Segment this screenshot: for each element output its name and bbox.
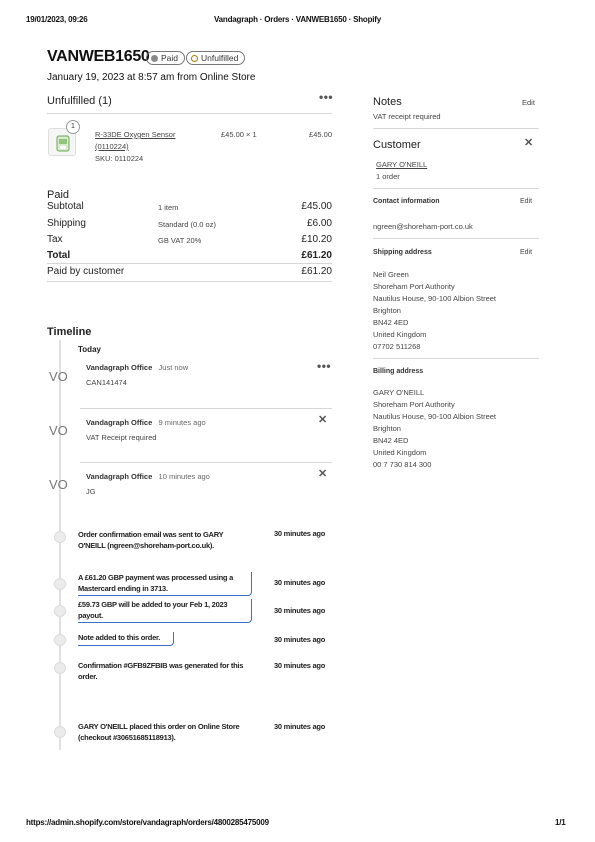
divider [47, 281, 332, 282]
quantity-badge: 1 [66, 120, 80, 134]
comment-text: VAT Receipt required [86, 433, 157, 442]
close-icon[interactable]: ✕ [318, 468, 328, 480]
customer-orders: 1 order [376, 172, 400, 181]
timeline-dot [54, 605, 66, 617]
notes-text: VAT receipt required [373, 112, 441, 121]
paid-by-customer-label: Paid by customer [47, 266, 125, 277]
event-time: 30 minutes ago [274, 529, 326, 538]
comment-author: Vandagraph Office 9 minutes ago [86, 418, 206, 427]
subtotal-detail: 1 item [158, 203, 179, 212]
order-subtitle: January 19, 2023 at 8:57 am from Online Store [47, 72, 256, 83]
divider [80, 462, 332, 463]
divider [373, 238, 539, 239]
comment-text: CAN141474 [86, 378, 127, 387]
total-value: £61.20 [301, 250, 332, 261]
print-footer-url: https://admin.shopify.com/store/vandagraph/orders/4800285475009 [26, 818, 269, 827]
billing-address: GARY O'NEILL Shoreham Port Authority Nautilus House, 90-100 Albion Street Brighton BN42 4ED United Kingdom 00 7 730 814 300 [373, 388, 496, 469]
shipping-address: Neil Green Shoreham Port Authority Nautilus House, 90-100 Albion Street Brighton BN42 4ED United Kingdom 07702 511268 [373, 270, 496, 351]
product-sku: SKU: 0110224 [95, 154, 144, 163]
shipping-address-title: Shipping address [373, 249, 432, 256]
product-name-link[interactable]: R-33DE Oxygen Sensor [95, 130, 176, 139]
event-time: 30 minutes ago [274, 606, 326, 615]
event-time: 30 minutes ago [274, 661, 326, 670]
event-time: 30 minutes ago [274, 722, 326, 731]
print-page-count: 1/1 [555, 818, 566, 827]
divider [373, 128, 539, 129]
print-datetime: 19/01/2023, 09:26 [26, 15, 88, 24]
shipping-detail: Standard (0.0 oz) [158, 220, 216, 229]
paid-status-icon [151, 55, 158, 62]
avatar: VO [49, 477, 68, 492]
timeline-dot [54, 726, 66, 738]
comment-text: JG [86, 487, 96, 496]
tax-label: Tax [47, 234, 63, 245]
customer-title: Customer [373, 139, 421, 151]
unfulfilled-title: Unfulfilled (1) [47, 95, 112, 107]
timeline-today: Today [78, 345, 101, 354]
product-unit-price: £45.00 × 1 [221, 130, 257, 139]
event-time: 30 minutes ago [274, 578, 326, 587]
timeline-event-expandable[interactable]: A £61.20 GBP payment was processed using a Mastercard ending in 3713. [78, 572, 252, 596]
more-horizontal-icon[interactable]: ••• [319, 90, 334, 104]
customer-name-link[interactable]: GARY O'NEILL [376, 160, 428, 169]
notes-edit-link[interactable]: Edit [522, 98, 535, 107]
billing-address-title: Billing address [373, 368, 424, 375]
comment-author: Vandagraph Office Just now [86, 363, 189, 372]
paid-badge-label: Paid [161, 53, 179, 63]
timeline-event-expandable[interactable]: £59.73 GBP will be added to your Feb 1, 2023 payout. [78, 599, 252, 623]
product-name-link-line2[interactable]: (0110224) [95, 142, 129, 151]
total-label: Total [47, 250, 71, 261]
order-id: VANWEB1650 [47, 48, 150, 65]
avatar: VO [49, 369, 68, 384]
tax-detail: GB VAT 20% [158, 236, 202, 245]
timeline-event: Confirmation #GFB9ZFBIB was generated for this order. [78, 661, 244, 681]
close-icon[interactable]: ✕ [524, 137, 534, 149]
shipping-label: Shipping [47, 218, 86, 229]
timeline-dot [54, 662, 66, 674]
tax-value: £10.20 [301, 234, 332, 245]
subtotal-value: £45.00 [301, 201, 332, 212]
product-line-total: £45.00 [309, 130, 332, 139]
timeline-line [59, 340, 61, 750]
subtotal-label: Subtotal [47, 201, 84, 212]
unfulfilled-status-icon [191, 55, 198, 62]
event-time: 30 minutes ago [274, 635, 326, 644]
close-icon[interactable]: ✕ [318, 414, 328, 426]
timeline-event-expandable[interactable]: Note added to this order. [78, 632, 174, 646]
contact-edit-link[interactable]: Edit [520, 198, 533, 205]
divider [373, 358, 539, 359]
paid-by-customer-value: £61.20 [301, 266, 332, 277]
divider [80, 408, 332, 409]
divider [47, 113, 332, 114]
timeline-dot [54, 531, 66, 543]
timeline-event: Order confirmation email was sent to GARY O'NEILL (ngreen@shoreham-port.co.uk). [78, 530, 224, 550]
more-horizontal-icon[interactable]: ••• [317, 359, 332, 373]
contact-title: Contact information [373, 198, 440, 205]
payment-title: Paid [47, 189, 70, 201]
comment-author: Vandagraph Office 10 minutes ago [86, 472, 210, 481]
customer-email[interactable]: ngreen@shoreham-port.co.uk [373, 222, 473, 231]
divider [373, 188, 539, 189]
timeline-title: Timeline [47, 326, 92, 338]
unfulfilled-badge [186, 51, 245, 65]
timeline-dot [54, 634, 66, 646]
paid-badge [146, 51, 185, 65]
shipping-address-edit-link[interactable]: Edit [520, 249, 533, 256]
shipping-value: £6.00 [306, 218, 332, 229]
print-title: Vandagraph · Orders · VANWEB1650 · Shopify [213, 15, 382, 24]
unfulfilled-badge-label: Unfulfilled [201, 53, 239, 63]
divider [47, 263, 332, 264]
timeline-event: GARY O'NEILL placed this order on Online Store (checkout #30651685118913). [78, 722, 240, 742]
avatar: VO [49, 423, 68, 438]
timeline-dot [54, 578, 66, 590]
notes-title: Notes [373, 96, 402, 108]
